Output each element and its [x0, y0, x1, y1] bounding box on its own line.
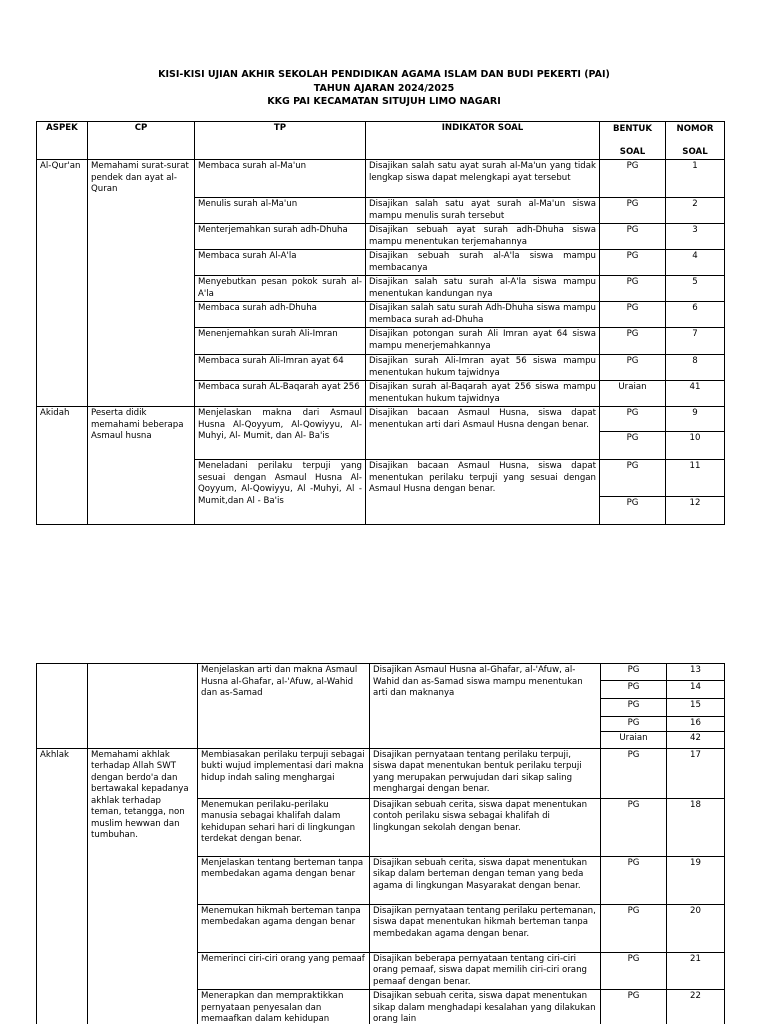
aspek-cell: Al-Qur'an: [37, 160, 88, 407]
organization-name: KKG PAI KECAMATAN SITUJUH LIMO NAGARI: [267, 96, 501, 107]
aspek-cell: [37, 664, 88, 749]
school-year: TAHUN AJARAN 2024/2025: [313, 82, 455, 94]
nomor-cell: 6: [666, 302, 725, 328]
column-header-nomor-line1: NOMOR: [676, 124, 714, 134]
tp-cell: Menemukan hikmah berteman tanpa membedakan agama dengan benar: [198, 904, 370, 952]
tp-cell: Menulis surah al-Ma'un: [195, 198, 366, 224]
column-header-tp: TP: [195, 122, 366, 160]
bentuk-cell: PG: [600, 160, 666, 198]
bentuk-cell: PG: [600, 276, 666, 302]
nomor-cell: 42: [667, 731, 725, 748]
bentuk-cell: PG: [600, 460, 666, 497]
nomor-cell: 1: [666, 160, 725, 198]
aspek-cell: Akhlak: [37, 748, 88, 1024]
aspek-cell: Akidah: [37, 407, 88, 525]
indikator-cell: Disajikan pernyataan tentang perilaku terpuji, siswa dapat menentukan bentuk perilaku terpuji yang merupakan perwujudan dari sikap saling menghargai dengan benar.: [370, 748, 601, 798]
indikator-cell: Disajikan sebuah ayat surah adh-Dhuha siswa mampu menentukan terjemahannya: [366, 224, 600, 250]
tp-cell: Menyebutkan pesan pokok surah al-A'la: [195, 276, 366, 302]
bentuk-cell: PG: [600, 302, 666, 328]
indikator-cell: Disajikan bacaan Asmaul Husna, siswa dapat menentukan arti dari Asmaul Husna dengan benar.: [366, 407, 600, 460]
nomor-cell: 21: [667, 952, 725, 990]
bentuk-cell: PG: [600, 432, 666, 460]
bentuk-cell: PG: [600, 407, 666, 432]
indikator-cell: Disajikan sebuah surah al-A'la siswa mampu membacanya: [366, 250, 600, 276]
tp-cell: Memerinci ciri-ciri orang yang pemaaf: [198, 952, 370, 990]
bentuk-cell: PG: [600, 328, 666, 355]
nomor-cell: 41: [666, 381, 725, 407]
nomor-cell: 17: [667, 748, 725, 798]
nomor-cell: 18: [667, 798, 725, 856]
indikator-cell: Disajikan salah satu surah al-A'la siswa mampu menentukan kandungan nya: [366, 276, 600, 302]
bentuk-cell: Uraian: [600, 381, 666, 407]
header-row: [37, 122, 725, 160]
bentuk-cell: PG: [601, 990, 667, 1024]
document-header: [0, 68, 768, 109]
indikator-cell: Disajikan salah satu surah Adh-Dhuha siswa mampu membaca surah ad-Dhuha: [366, 302, 600, 328]
nomor-cell: 2: [666, 198, 725, 224]
column-header-bentuk-line2: SOAL: [619, 147, 646, 157]
nomor-cell: 9: [666, 407, 725, 432]
indikator-cell: Disajikan surah al-Baqarah ayat 256 siswa mampu menentukan hukum tajwidnya: [366, 381, 600, 407]
nomor-cell: 14: [667, 681, 725, 699]
indikator-cell: Disajikan sebuah cerita, siswa dapat menentukan sikap dalam berteman dengan teman yang beda agama di lingkungan Masyarakat dengan benar.: [370, 856, 601, 904]
bentuk-cell: PG: [601, 717, 667, 732]
bentuk-cell: PG: [601, 664, 667, 681]
document-title: KISI-KISI UJIAN AKHIR SEKOLAH PENDIDIKAN AGAMA ISLAM DAN BUDI PEKERTI (PAI): [158, 69, 610, 80]
bentuk-cell: PG: [600, 198, 666, 224]
kisi-kisi-table-page-2: [36, 663, 725, 1024]
nomor-cell: 15: [667, 699, 725, 717]
indikator-cell: Disajikan sebuah cerita, siswa dapat menentukan contoh perilaku siswa sebagai khalifah di lingkungan sekolah dengan benar.: [370, 798, 601, 856]
tp-cell: Membaca surah AL-Baqarah ayat 256: [195, 381, 366, 407]
nomor-cell: 10: [666, 432, 725, 460]
bentuk-cell: PG: [600, 497, 666, 525]
indikator-cell: Disajikan salah satu ayat surah al-Ma'un siswa mampu menulis surah tersebut: [366, 198, 600, 224]
nomor-cell: 19: [667, 856, 725, 904]
nomor-cell: 7: [666, 328, 725, 355]
cp-cell: [88, 664, 198, 749]
nomor-cell: 4: [666, 250, 725, 276]
column-header-indikator: INDIKATOR SOAL: [366, 122, 600, 160]
tp-cell: Membaca surah adh-Dhuha: [195, 302, 366, 328]
bentuk-cell: PG: [601, 699, 667, 717]
column-header-bentuk: [600, 122, 666, 160]
column-header-aspek: ASPEK: [37, 122, 88, 160]
indikator-cell: Disajikan beberapa pernyataan tentang ciri-ciri orang pemaaf, siswa dapat memilih ciri-ciri orang pemaaf dengan benar.: [370, 952, 601, 990]
tp-cell: Menjelaskan makna dari Asmaul Husna Al-Qoyyum, Al-Qowiyyu, Al-Muhyi, Al- Mumit, dan Al- Ba'is: [195, 407, 366, 460]
cp-cell: Memahami akhlak terhadap Allah SWT dengan berdo'a dan bertawakal kepadanya akhlak terhadap teman, tetangga, non muslim hewwan dan tumbuhan.: [88, 748, 198, 1024]
tp-cell: Membaca surah Al-A'la: [195, 250, 366, 276]
kisi-kisi-table-page-1: [36, 121, 725, 525]
bentuk-cell: PG: [601, 952, 667, 990]
nomor-cell: 3: [666, 224, 725, 250]
table-row: [37, 748, 725, 798]
tp-cell: Menjelaskan tentang berteman tanpa membedakan agama dengan benar: [198, 856, 370, 904]
bentuk-cell: PG: [601, 904, 667, 952]
tp-cell: Meneladani perilaku terpuji yang sesuai dengan Asmaul Husna Al-Qoyyum, Al-Qowiyyu, Al -Muhyi, Al - Mumit,dan Al - Ba'is: [195, 460, 366, 525]
table-row: [37, 160, 725, 198]
table-row: [37, 407, 725, 432]
nomor-cell: 5: [666, 276, 725, 302]
bentuk-cell: PG: [600, 250, 666, 276]
cp-cell: Peserta didik memahami beberapa Asmaul husna: [88, 407, 195, 525]
bentuk-cell: PG: [601, 798, 667, 856]
column-header-bentuk-line1: BENTUK: [612, 124, 653, 134]
tp-cell: Menenjemahkan surah Ali-Imran: [195, 328, 366, 355]
column-header-cp: CP: [88, 122, 195, 160]
column-header-nomor: [666, 122, 725, 160]
tp-cell: Menerapkan dan mempraktikkan pernyataan penyesalan dan memaafkan dalam kehidupan: [198, 990, 370, 1024]
tp-cell: Membiasakan perilaku terpuji sebagai bukti wujud implementasi dari makna hidup indah saling menghargai: [198, 748, 370, 798]
tp-cell: Menterjemahkan surah adh-Dhuha: [195, 224, 366, 250]
cp-cell: Memahami surat-surat pendek dan ayat al-Quran: [88, 160, 195, 407]
indikator-cell: Disajikan pernyataan tentang perilaku pertemanan, siswa dapat menentukan hikmah berteman tanpa membedakan agama dengan benar.: [370, 904, 601, 952]
tp-cell: Membaca surah Ali-Imran ayat 64: [195, 355, 366, 381]
tp-cell: Menjelaskan arti dan makna Asmaul Husna al-Ghafar, al-'Afuw, al-Wahid dan as-Samad: [198, 664, 370, 749]
indikator-cell: Disajikan potongan surah Ali Imran ayat 64 siswa mampu menerjemahkannya: [366, 328, 600, 355]
nomor-cell: 13: [667, 664, 725, 681]
indikator-cell: Disajikan Asmaul Husna al-Ghafar, al-'Afuw, al-Wahid dan as-Samad siswa mampu menentukan arti dan maknanya: [370, 664, 601, 749]
indikator-cell: Disajikan salah satu ayat surah al-Ma'un yang tidak lengkap siswa dapat melengkapi ayat tersebut: [366, 160, 600, 198]
nomor-cell: 8: [666, 355, 725, 381]
nomor-cell: 20: [667, 904, 725, 952]
nomor-cell: 22: [667, 990, 725, 1024]
bentuk-cell: PG: [601, 856, 667, 904]
bentuk-cell: PG: [600, 355, 666, 381]
bentuk-cell: Uraian: [601, 731, 667, 748]
indikator-cell: Disajikan surah Ali-Imran ayat 56 siswa mampu menentukan hukum tajwidnya: [366, 355, 600, 381]
nomor-cell: 11: [666, 460, 725, 497]
column-header-nomor-line2: SOAL: [682, 147, 708, 157]
nomor-cell: 16: [667, 717, 725, 732]
tp-cell: Menemukan perilaku-perilaku manusia sebagai khalifah dalam kehidupan sehari hari di lingkungan terdekat dengan benar.: [198, 798, 370, 856]
tp-cell: Membaca surah al-Ma'un: [195, 160, 366, 198]
bentuk-cell: PG: [601, 748, 667, 798]
indikator-cell: Disajikan bacaan Asmaul Husna, siswa dapat menentukan perilaku terpuji yang sesuai dengan Asmaul Husna dengan benar.: [366, 460, 600, 525]
nomor-cell: 12: [666, 497, 725, 525]
bentuk-cell: PG: [600, 224, 666, 250]
table-row: [37, 664, 725, 681]
bentuk-cell: PG: [601, 681, 667, 699]
indikator-cell: Disajikan sebuah cerita, siswa dapat menentukan sikap dalam menghadapi kesalahan yang dilakukan orang lain: [370, 990, 601, 1024]
